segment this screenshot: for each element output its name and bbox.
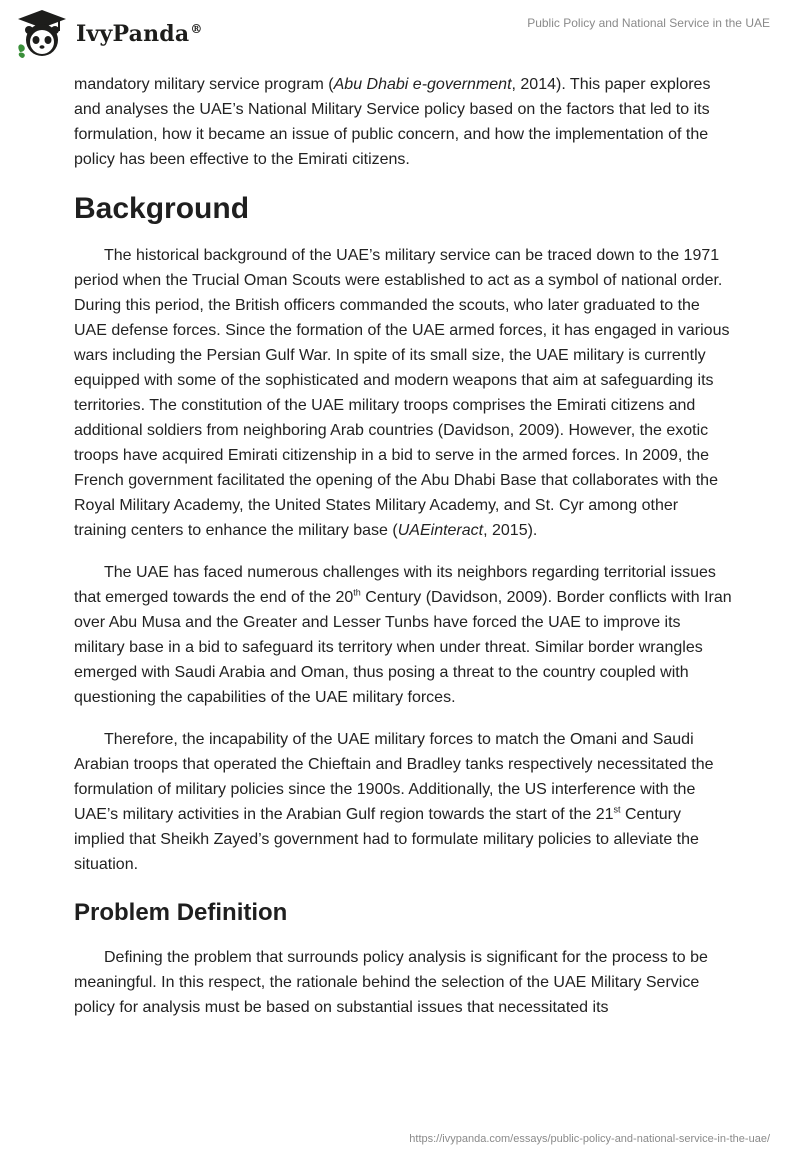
page-header xyxy=(0,0,800,70)
article-body xyxy=(74,70,734,1020)
background-paragraph-3: Therefore, the incapability of the UAE military forces to match the Omani and Saudi Arabian troops that operated the Chieftain and Bradley tanks respectively necessitated the formulation of military policies since the 1900s. Additionally, the US interference with the UAE’s military activities in the Arabian Gulf region towards the start of the 21st Century implied that Sheikh Zayed’s government had to formulate military policies to alleviate the situation. xyxy=(74,731,714,873)
section-heading-problem-definition: Problem Definition xyxy=(74,899,288,926)
problem-paragraph-1: Defining the problem that surrounds policy analysis is significant for the process to be meaningful. In this respect, the rationale behind the selection of the UAE Military Service policy for analysis must be based on substantial issues that necessitated its xyxy=(74,949,708,1016)
section-heading-background: Background xyxy=(74,192,250,225)
ivypanda-logo[interactable] xyxy=(14,8,203,60)
panda-graduate-icon xyxy=(14,8,70,60)
running-title: Public Policy and National Service in the UAE xyxy=(527,16,770,30)
background-paragraph-1: The historical background of the UAE’s military service can be traced down to the 1971 period when the Trucial Oman Scouts were established to act as a symbol of national order. During this period, the British officers commanded the scouts, who later graduated to the UAE defense forces. Since the formation of the UAE armed forces, it has engaged in various wars including the Persian Gulf War. In spite of its small size, the UAE military is currently equipped with some of the sophisticated and modern weapons that aim at safeguarding its territories. The constitution of the UAE military troops comprises the Emirati citizens and additional soldiers from neighboring Arab countries (Davidson, 2009). However, the exotic troops have acquired Emirati citizenship in a bid to serve in the armed forces. In 2009, the French government facilitated the opening of the Abu Dhabi Base that collaborates with the Royal Military Academy, the United States Military Academy, and St. Cyr among other training centers to enhance the military base (UAEinteract, 2015). xyxy=(74,247,730,539)
background-paragraph-2: The UAE has faced numerous challenges with its neighbors regarding territorial issues that emerged towards the end of the 20th Century (Davidson, 2009). Border conflicts with Iran over Abu Musa and the Greater and Lesser Tunbs have forced the UAE to improve its military base in a bid to safeguard its territory when under threat. Similar border wrangles emerged with Saudi Arabia and Oman, thus posing a threat to the country coupled with questioning the capabilities of the UAE military forces. xyxy=(74,564,732,706)
source-url-link[interactable]: https://ivypanda.com/essays/public-policy-and-national-service-in-the-uae/ xyxy=(409,1133,770,1145)
intro-paragraph: mandatory military service program (Abu Dhabi e-government, 2014). This paper explores and analyses the UAE’s National Military Service policy based on the factors that led to its formulation, how it became an issue of public concern, and how the implementation of the policy has been effective to the Emirati citizens. xyxy=(74,76,711,168)
brand-name: IvyPanda® xyxy=(76,21,203,47)
